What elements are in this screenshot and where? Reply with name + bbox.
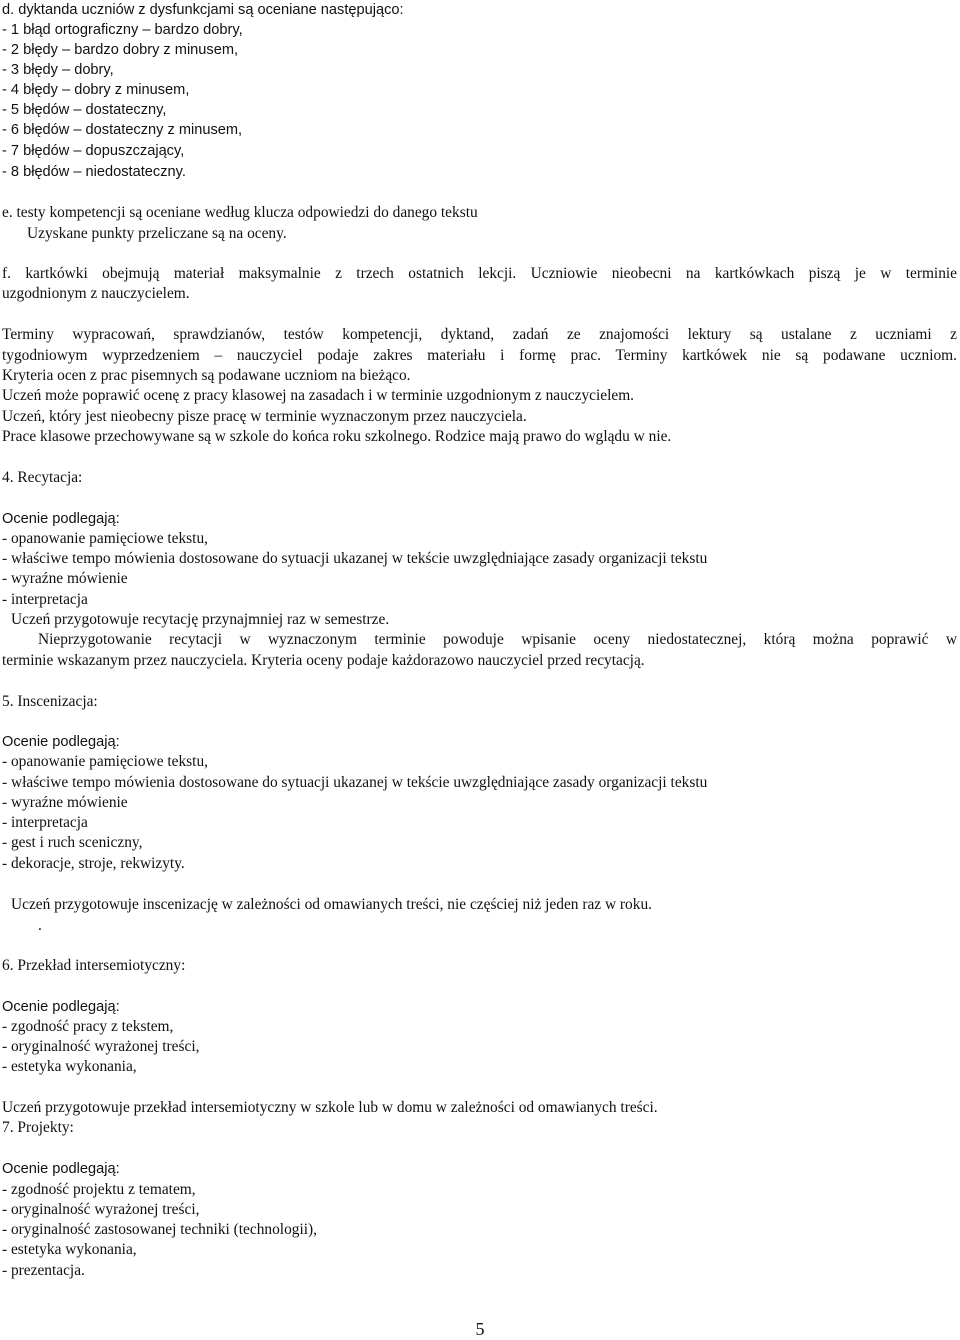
staging-prep: Uczeń przygotowuje inscenizację w zależności od omawianych treści, nie częściej niż jeden raz w roku. — [11, 896, 652, 913]
section-d-item: - 2 błędy – bardzo dobry z minusem, — [2, 42, 239, 58]
projects-item: - prezentacja. — [2, 1262, 85, 1279]
terms-line: Uczeń, który jest nieobecny pisze pracę w terminie wyznaczonym przez nauczyciela. — [2, 408, 527, 425]
intersemiotic-item: - estetyka wykonania, — [2, 1058, 137, 1075]
projects-item: - zgodność projektu z tematem, — [2, 1181, 196, 1198]
projects-item: - oryginalność wyrażonej treści, — [2, 1201, 200, 1218]
staging-graded-label: Ocenie podlegają: — [2, 734, 120, 750]
projects-item: - oryginalność zastosowanej techniki (technologii), — [2, 1221, 317, 1238]
terms-line: Terminy wypracowań, sprawdzianów, testów kompetencji, dyktand, zadań ze znajomości lektury są ustalane z uczniami z — [2, 326, 957, 343]
intersemiotic-item: - zgodność pracy z tekstem, — [2, 1018, 174, 1035]
recitation-prep: Uczeń przygotowuje recytację przynajmniej raz w semestrze. — [11, 611, 390, 628]
section-d-item: - 6 błędów – dostateczny z minusem, — [2, 122, 243, 138]
terms-line: Kryteria ocen z prac pisemnych są podawane uczniom na bieżąco. — [2, 367, 411, 384]
staging-item: - dekoracje, stroje, rekwizyty. — [2, 855, 185, 872]
recitation-graded-label: Ocenie podlegają: — [2, 511, 120, 527]
intersemiotic-heading: 6. Przekład intersemiotyczny: — [2, 957, 186, 974]
staging-item: - gest i ruch sceniczny, — [2, 834, 143, 851]
recitation-heading: 4. Recytacja: — [2, 469, 83, 486]
recitation-item: - wyraźne mówienie — [2, 570, 128, 587]
section-f-line: uzgodnionym z nauczycielem. — [2, 285, 190, 302]
staging-item: - opanowanie pamięciowe tekstu, — [2, 753, 208, 770]
intersemiotic-prep: Uczeń przygotowuje przekład intersemiotyczny w szkole lub w domu w zależności od omawianych treści. — [2, 1099, 658, 1116]
intersemiotic-item: - oryginalność wyrażonej treści, — [2, 1038, 200, 1055]
recitation-item: - interpretacja — [2, 591, 88, 608]
projects-item: - estetyka wykonania, — [2, 1241, 137, 1258]
staging-dot: . — [38, 917, 42, 934]
section-d-item: - 7 błędów – dopuszczający, — [2, 143, 185, 159]
section-e-line: Uzyskane punkty przeliczane są na oceny. — [27, 225, 287, 242]
page-number: 5 — [475, 1319, 485, 1339]
staging-heading: 5. Inscenizacja: — [2, 693, 98, 710]
section-e-line: e. testy kompetencji są oceniane według klucza odpowiedzi do danego tekstu — [2, 204, 478, 221]
intersemiotic-graded-label: Ocenie podlegają: — [2, 999, 120, 1015]
section-d-item: - 8 błędów – niedostateczny. — [2, 164, 186, 180]
section-d-item: - 1 błąd ortograficzny – bardzo dobry, — [2, 22, 243, 38]
staging-item: - właściwe tempo mówienia dostosowane do sytuacji ukazanej w tekście uwzględniające zasady organizacji tekstu — [2, 774, 708, 791]
terms-line: Prace klasowe przechowywane są w szkole do końca roku szkolnego. Rodzice mają prawo do wglądu w nie. — [2, 428, 672, 445]
recitation-note-line: Nieprzygotowanie recytacji w wyznaczonym terminie powoduje wpisanie oceny niedostatecznej, którą można poprawić w — [38, 631, 957, 648]
terms-line: tygodniowym wyprzedzeniem – nauczyciel podaje zakres materiału i formę prac. Terminy kartkówek nie są podawane uczniom. — [2, 347, 957, 364]
section-d-item: - 5 błędów – dostateczny, — [2, 102, 167, 118]
terms-line: Uczeń może poprawić ocenę z pracy klasowej na zasadach i w terminie uzgodnionym z nauczycielem. — [2, 387, 635, 404]
staging-item: - wyraźne mówienie — [2, 794, 128, 811]
section-f-line: f. kartkówki obejmują materiał maksymalnie z trzech ostatnich lekcji. Uczniowie nieobecni na kartkówkach piszą je w terminie — [2, 265, 957, 282]
section-d-item: - 4 błędy – dobry z minusem, — [2, 82, 190, 98]
staging-item: - interpretacja — [2, 814, 88, 831]
recitation-item: - właściwe tempo mówienia dostosowane do sytuacji ukazanej w tekście uwzględniające zasady organizacji tekstu — [2, 550, 708, 567]
recitation-item: - opanowanie pamięciowe tekstu, — [2, 530, 208, 547]
projects-heading: 7. Projekty: — [2, 1119, 74, 1136]
recitation-note-line: terminie wskazanym przez nauczyciela. Kryteria oceny podaje każdorazowo nauczyciel przed recytacją. — [2, 652, 645, 669]
section-d-title: d. dyktanda uczniów z dysfunkcjami są oceniane następująco: — [2, 2, 404, 18]
section-d-item: - 3 błędy – dobry, — [2, 62, 114, 78]
projects-graded-label: Ocenie podlegają: — [2, 1161, 120, 1177]
